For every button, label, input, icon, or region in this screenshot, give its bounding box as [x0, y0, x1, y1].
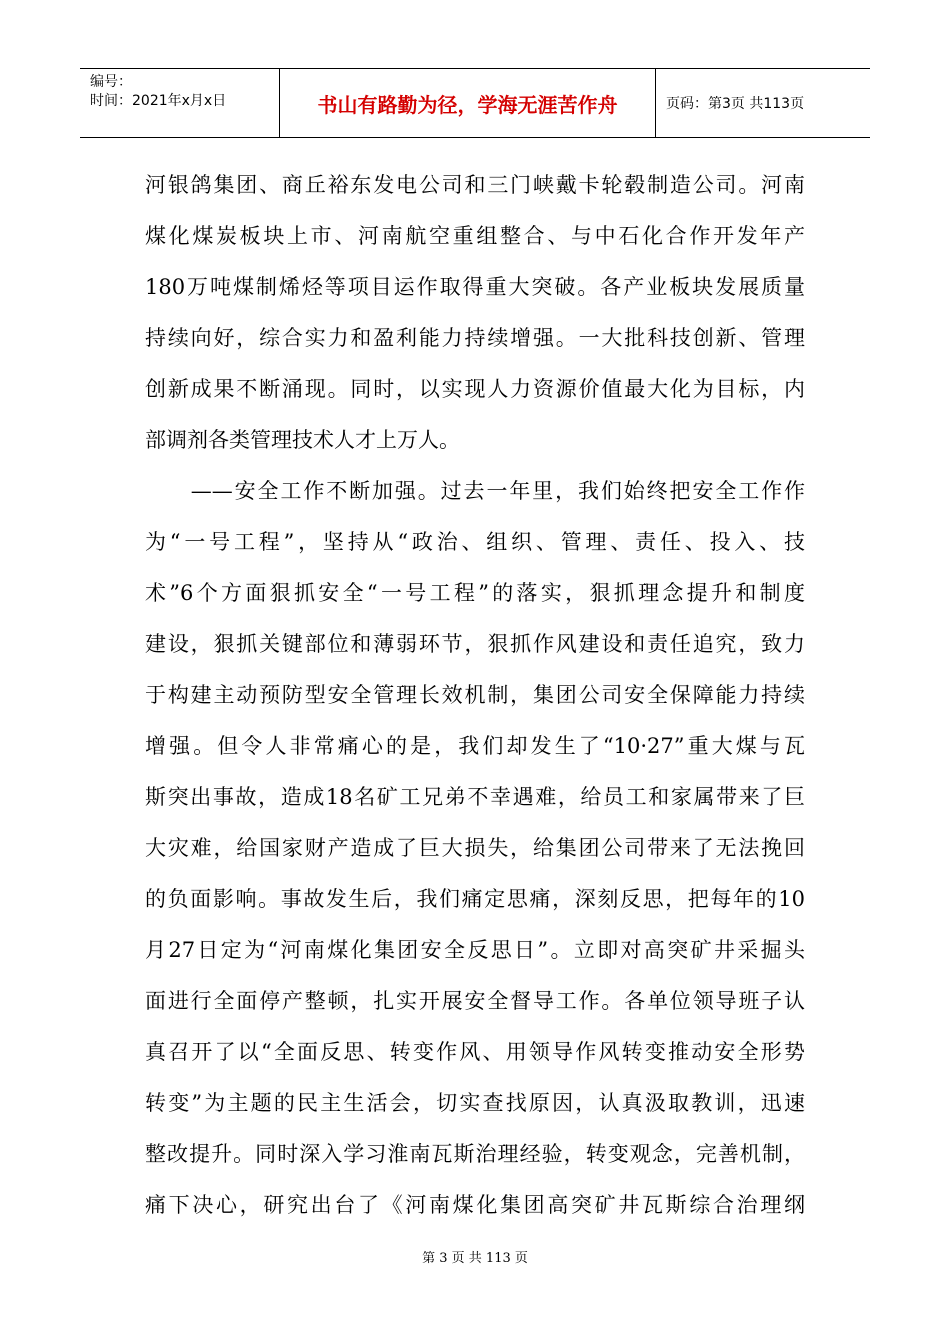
body-line: 180万吨煤制烯烃等项目运作取得重大突破。各产业板块发展质量: [145, 275, 805, 299]
body-line: 部调剂各类管理技术人才上万人。: [145, 428, 460, 452]
body-line: 面进行全面停产整顿，扎实开展安全督导工作。各单位领导班子认: [145, 989, 805, 1013]
body-line: 建设，狠抓关键部位和薄弱环节，狠抓作风建设和责任追究，致力: [145, 632, 805, 656]
body-line: 的负面影响。事故发生后，我们痛定思痛，深刻反思，把每年的10: [145, 887, 805, 911]
body-line: 于构建主动预防型安全管理长效机制，集团公司安全保障能力持续: [145, 683, 805, 707]
body-line: 增强。但令人非常痛心的是，我们却发生了“10·27”重大煤与瓦: [145, 734, 805, 758]
header-motto: 书山有路勤为径，学海无涯苦作舟: [280, 69, 656, 137]
body-line: 术”6个方面狠抓安全“一号工程”的落实，狠抓理念提升和制度: [145, 581, 805, 605]
document-number-label: 编号：: [90, 74, 132, 90]
body-line: 痛下决心，研究出台了《河南煤化集团高突矿井瓦斯综合治理纲: [145, 1193, 805, 1217]
body-line: ——安全工作不断加强。过去一年里，我们始终把安全工作作: [145, 479, 805, 503]
document-body: [145, 160, 805, 1231]
body-line: 斯突出事故，造成18名矿工兄弟不幸遇难，给员工和家属带来了巨: [145, 785, 805, 809]
body-line: 月27日定为“河南煤化集团安全反思日”。立即对高突矿井采掘头: [145, 938, 805, 962]
body-line: 煤化煤炭板块上市、河南航空重组整合、与中石化合作开发年产: [145, 224, 805, 248]
body-line: 为“一号工程”，坚持从“政治、组织、管理、责任、投入、技: [145, 530, 805, 554]
body-line: 转变”为主题的民主生活会，切实查找原因，认真汲取教训，迅速: [145, 1091, 805, 1115]
body-line: 真召开了以“全面反思、转变作风、用领导作风转变推动安全形势: [145, 1040, 805, 1064]
page-footer: 第 3 页 共 113 页: [422, 1251, 528, 1266]
header-meta: [80, 69, 280, 137]
header-page-number: 页码：第3页 共113页: [666, 96, 805, 112]
body-line: 河银鸽集团、商丘裕东发电公司和三门峡戴卡轮毂制造公司。河南: [145, 173, 805, 197]
document-time-label: 时间：2021年x月x日: [90, 93, 227, 109]
body-line: 大灾难，给国家财产造成了巨大损失，给集团公司带来了无法挽回: [145, 836, 805, 860]
page-header: [80, 68, 870, 138]
body-line: 整改提升。同时深入学习淮南瓦斯治理经验，转变观念，完善机制，: [145, 1142, 805, 1166]
body-line: 持续向好，综合实力和盈利能力持续增强。一大批科技创新、管理: [145, 326, 805, 350]
body-line: 创新成果不断涌现。同时，以实现人力资源价值最大化为目标，内: [145, 377, 805, 401]
